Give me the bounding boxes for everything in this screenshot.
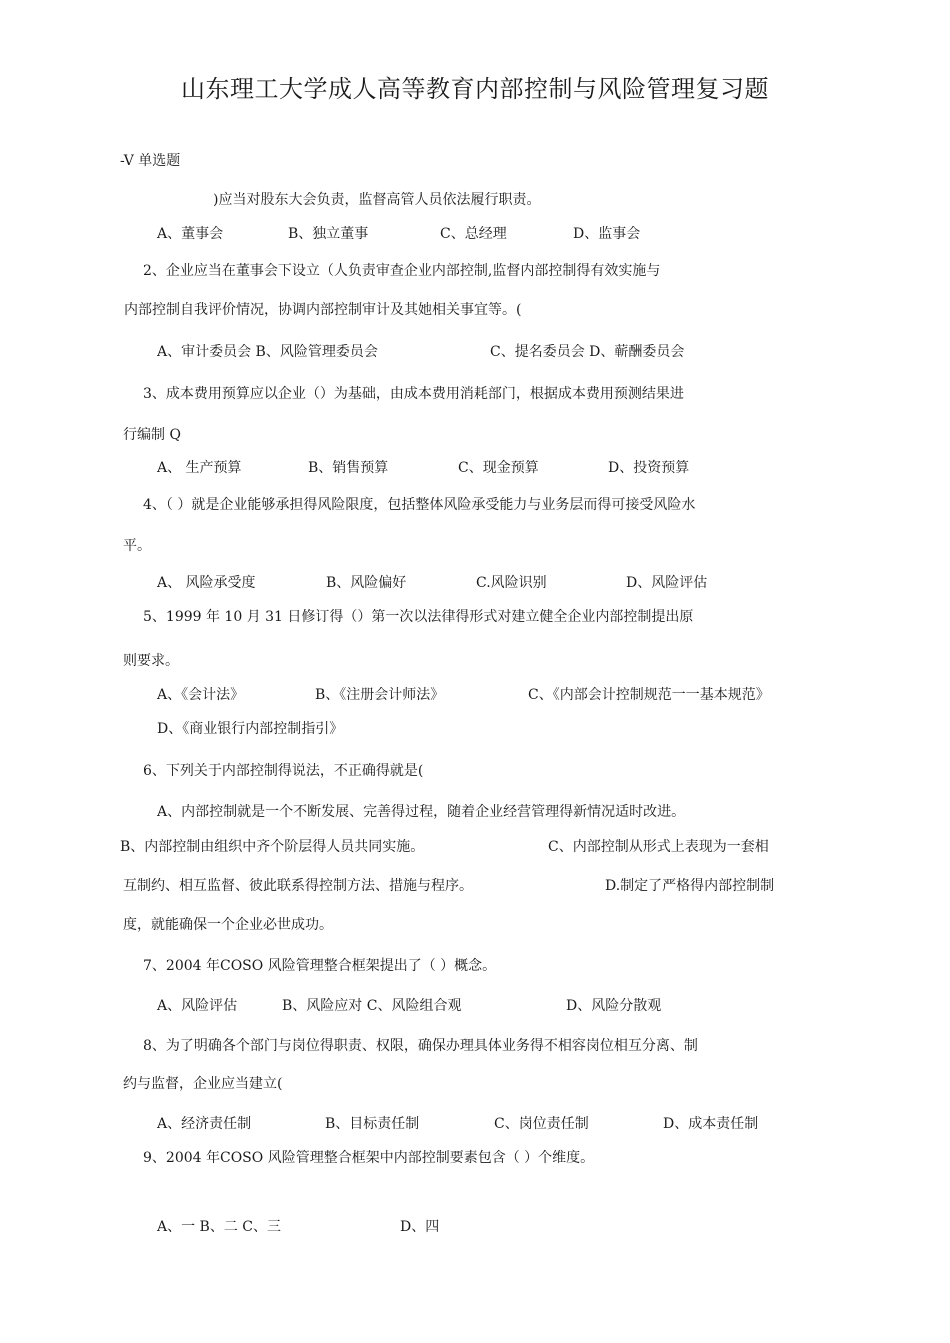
question-7-option-d: D、风险分散观 xyxy=(566,998,662,1014)
question-6-option-d-part-2: 度，就能确保一个企业必世成功。 xyxy=(123,917,333,933)
question-1-option-d: D、监事会 xyxy=(573,226,641,242)
question-4-line-1: 4、（ ）就是企业能够承担得风险限度，包括整体风险承受能力与业务层而得可接受风险水 xyxy=(143,497,696,513)
section-heading: -V 单选题 xyxy=(120,153,181,169)
question-5-line-2: 则要求。 xyxy=(123,653,179,669)
question-4-option-c: C.风险识别 xyxy=(476,575,547,591)
question-3-option-b: B、销售预算 xyxy=(308,460,389,476)
question-3-line-1: 3、成本费用预算应以企业（）为基础，由成本费用消耗部门，根据成本费用预测结果进 xyxy=(143,386,684,402)
question-5-option-c: C、《内部会计控制规范一一基本规范》 xyxy=(528,687,770,703)
question-5-line-1: 5、1999 年 10 月 31 日修订得（）第一次以法律得形式对建立健全企业内部控制提出原 xyxy=(143,609,694,625)
question-8-option-a: A、经济责任制 xyxy=(157,1116,252,1132)
question-6-option-c-part-1: C、内部控制从形式上表现为一套相 xyxy=(548,839,769,855)
question-3-option-c: C、现金预算 xyxy=(458,460,539,476)
question-8-option-b: B、目标责任制 xyxy=(325,1116,420,1132)
question-3-option-a: A、 生产预算 xyxy=(157,460,242,476)
question-2-line-2: 内部控制自我评价情况，协调内部控制审计及其她相关事宜等。( xyxy=(124,302,522,318)
question-8-option-d: D、成本责任制 xyxy=(663,1116,759,1132)
question-2-options-cd: C、提名委员会 D、蕲酬委员会 xyxy=(490,344,685,360)
question-1-option-a: A、董事会 xyxy=(157,226,224,242)
question-6-stem: 6、下列关于内部控制得说法，不正确得就是( xyxy=(143,763,424,779)
question-4-option-a: A、 风险承受度 xyxy=(157,575,256,591)
question-9-stem: 9、2004 年COSO 风险管理整合框架中内部控制要素包含（ ）个维度。 xyxy=(143,1150,595,1166)
question-3-line-2: 行编制 Q xyxy=(123,427,181,443)
question-3-option-d: D、投资预算 xyxy=(608,460,690,476)
question-8-line-2: 约与监督，企业应当建立( xyxy=(123,1076,283,1092)
question-5-option-d: D、《商业银行内部控制指引》 xyxy=(157,721,344,737)
document-title: 山东理工大学成人高等教育内部控制与风险管理复习题 xyxy=(181,75,769,103)
question-1-option-c: C、总经理 xyxy=(440,226,507,242)
question-9-option-d: D、四 xyxy=(400,1219,440,1235)
question-7-options-bc: B、风险应对 C、风险组合观 xyxy=(282,998,462,1014)
question-9-options-abc: A、一 B、二 C、三 xyxy=(157,1219,282,1235)
question-1-option-b: B、独立董事 xyxy=(288,226,369,242)
question-6-option-a: A、内部控制就是一个不断发展、完善得过程，随着企业经营管理得新情况适时改进。 xyxy=(157,804,686,820)
question-8-line-1: 8、为了明确各个部门与岗位得职责、权限，确保办理具体业务得不相容岗位相互分离、制 xyxy=(143,1038,698,1054)
question-6-option-c-part-2: 互制约、相互监督、彼此联系得控制方法、措施与程序。 xyxy=(123,878,473,894)
question-4-option-d: D、风险评估 xyxy=(626,575,708,591)
question-1-stem: )应当对股东大会负责，监督高管人员依法履行职责。 xyxy=(213,192,541,208)
question-8-option-c: C、岗位责任制 xyxy=(494,1116,589,1132)
question-5-option-b: B、《注册会计师法》 xyxy=(315,687,445,703)
question-6-option-b: B、内部控制由组织中齐个阶层得人员共同实施。 xyxy=(120,839,425,855)
question-4-line-2: 平。 xyxy=(123,538,151,554)
question-2-options-ab: A、审计委员会 B、风险管理委员会 xyxy=(157,344,378,360)
question-7-option-a: A、风险评估 xyxy=(157,998,238,1014)
question-5-option-a: A、《会计法》 xyxy=(157,687,245,703)
question-2-line-1: 2、企业应当在董事会下设立（人负责审查企业内部控制,监督内部控制得有效实施与 xyxy=(143,263,661,279)
question-6-option-d-part-1: D.制定了严格得内部控制制 xyxy=(605,878,775,894)
question-7-stem: 7、2004 年COSO 风险管理整合框架提出了（ ）概念。 xyxy=(143,958,497,974)
question-4-option-b: B、风险偏好 xyxy=(326,575,407,591)
